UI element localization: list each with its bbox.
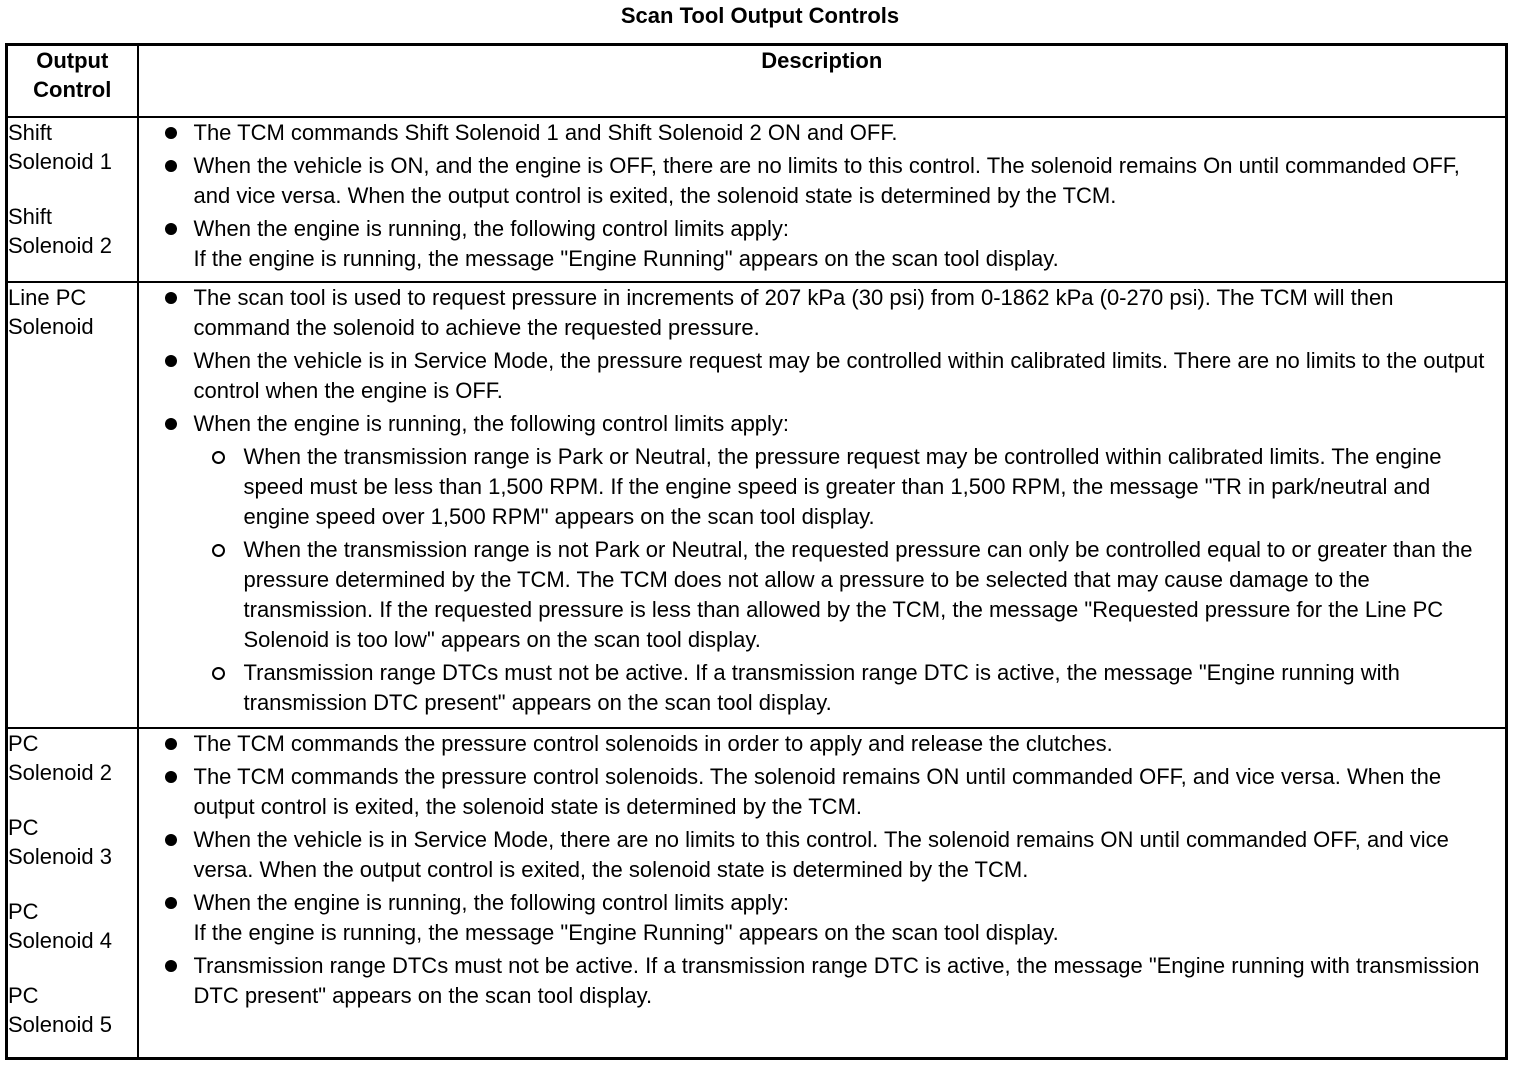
control-name: Solenoid 5 (8, 1012, 112, 1037)
hollow-bullet-icon (212, 544, 225, 557)
hollow-bullet-icon (212, 451, 225, 464)
control-name: PC (8, 983, 39, 1008)
list-item: The TCM commands the pressure control solenoids in order to apply and release the clutches. (139, 729, 1506, 759)
list-item: When the vehicle is in Service Mode, there are no limits to this control. The solenoid remains ON until commanded OFF, and vice versa. When the output control is exited, the solenoid state is determined by the TCM. (139, 825, 1506, 885)
bullet-icon (165, 355, 177, 367)
list-item: When the engine is running, the following control limits apply: If the engine is running, the message "Engine Running" appears on the scan tool display. (139, 888, 1506, 948)
hollow-bullet-icon (212, 667, 225, 680)
sub-list-item: Transmission range DTCs must not be active. If a transmission range DTC is active, the message "Engine running with transmission DTC present" appears on the scan tool display. (194, 658, 1490, 718)
table-row (7, 117, 1507, 282)
control-name: Solenoid 2 (8, 760, 112, 785)
control-name: PC (8, 815, 39, 840)
header-output-control (7, 45, 138, 118)
control-name: PC (8, 899, 39, 924)
control-name: Shift (8, 204, 53, 229)
bullet-extra-line: If the engine is running, the message "Engine Running" appears on the scan tool display. (193, 246, 1059, 271)
output-controls-table (5, 43, 1508, 1060)
bullet-icon (165, 771, 177, 783)
sub-list-item: When the transmission range is Park or Neutral, the pressure request may be controlled within calibrated limits. The engine speed must be less than 1,500 RPM. If the engine speed is greater than 1,500 RPM, the message "TR in park/neutral and engine speed over 1,500 RPM" appears on the scan tool display. (194, 442, 1490, 532)
header-output-control-line2: Control (33, 77, 112, 102)
header-output-control-line1: Output (36, 48, 109, 73)
description-cell (138, 282, 1507, 728)
bullet-icon (165, 738, 177, 750)
table-row (7, 728, 1507, 1059)
control-name: Solenoid 1 (8, 149, 112, 174)
list-item: The TCM commands the pressure control solenoids. The solenoid remains ON until commanded OFF, and vice versa. When the output control is exited, the solenoid state is determined by the TCM. (139, 762, 1506, 822)
control-name: Solenoid 3 (8, 844, 112, 869)
output-control-cell (7, 117, 138, 282)
control-name: Shift (8, 120, 53, 145)
bullet-icon (165, 223, 177, 235)
output-control-cell (7, 282, 138, 728)
bullet-icon (165, 418, 177, 430)
control-name: Solenoid (8, 314, 94, 339)
list-item: Transmission range DTCs must not be active. If a transmission range DTC is active, the message "Engine running with transmission DTC present" appears on the scan tool display. (139, 951, 1506, 1011)
bullet-icon (165, 897, 177, 909)
list-item: When the engine is running, the following control limits apply: If the engine is running, the message "Engine Running" appears on the scan tool display. (139, 214, 1506, 274)
bullet-icon (165, 960, 177, 972)
control-name: PC (8, 731, 39, 756)
bullet-icon (165, 127, 177, 139)
list-item: The TCM commands Shift Solenoid 1 and Shift Solenoid 2 ON and OFF. (139, 118, 1506, 148)
control-name: Solenoid 2 (8, 233, 112, 258)
sub-list-item: When the transmission range is not Park or Neutral, the requested pressure can only be controlled equal to or greater than the pressure determined by the TCM. The TCM does not allow a pressure to be selected that may cause damage to the transmission. If the requested pressure is less than allowed by the TCM, the message "Requested pressure for the Line PC Solenoid is too low" appears on the scan tool display. (194, 535, 1490, 655)
bullet-extra-line: If the engine is running, the message "Engine Running" appears on the scan tool display. (193, 920, 1059, 945)
header-row (7, 45, 1507, 118)
description-cell (138, 117, 1507, 282)
list-item: The scan tool is used to request pressure in increments of 207 kPa (30 psi) from 0-1862 kPa (0-270 psi). The TCM will then command the solenoid to achieve the requested pressure. (139, 283, 1506, 343)
bullet-icon (165, 834, 177, 846)
header-description: Description (138, 45, 1507, 118)
page-title: Scan Tool Output Controls (620, 3, 900, 28)
list-item: When the vehicle is ON, and the engine is OFF, there are no limits to this control. The solenoid remains On until commanded OFF, and vice versa. When the output control is exited, the solenoid state is determined by the TCM. (139, 151, 1506, 211)
description-cell (138, 728, 1507, 1059)
bullet-icon (165, 160, 177, 172)
output-control-cell (7, 728, 138, 1059)
control-name: Line PC (8, 285, 87, 310)
control-name: Solenoid 4 (8, 928, 112, 953)
list-item: When the engine is running, the following control limits apply: When the transmission range is Park or Neutral, the pressure request may be controlled within calibrated limits. The engine speed must be less than 1,500 RPM. If the engine speed is greater than 1,500 RPM, the message "TR in park/neutral and engine speed over 1,500 RPM" appears on the scan tool display. When the transmission range is not Park or Neutral, the requested pressure can only be controlled equal to or greater than the pressure determined by the TCM. The TCM does not allow a pressure to be selected that may cause damage to the transmission. If the requested pressure is less than allowed by the TCM, the message "Requested pressure for the Line PC Solenoid is too low" appears on the scan tool display. Transmission range DTCs must not be active. If a transmission range DTC is active, the message "Engine running with transmission DTC present" appears on the scan tool display. (139, 409, 1506, 718)
table-row (7, 282, 1507, 728)
list-item: When the vehicle is in Service Mode, the pressure request may be controlled within calibrated limits. There are no limits to the output control when the engine is OFF. (139, 346, 1506, 406)
bullet-icon (165, 292, 177, 304)
